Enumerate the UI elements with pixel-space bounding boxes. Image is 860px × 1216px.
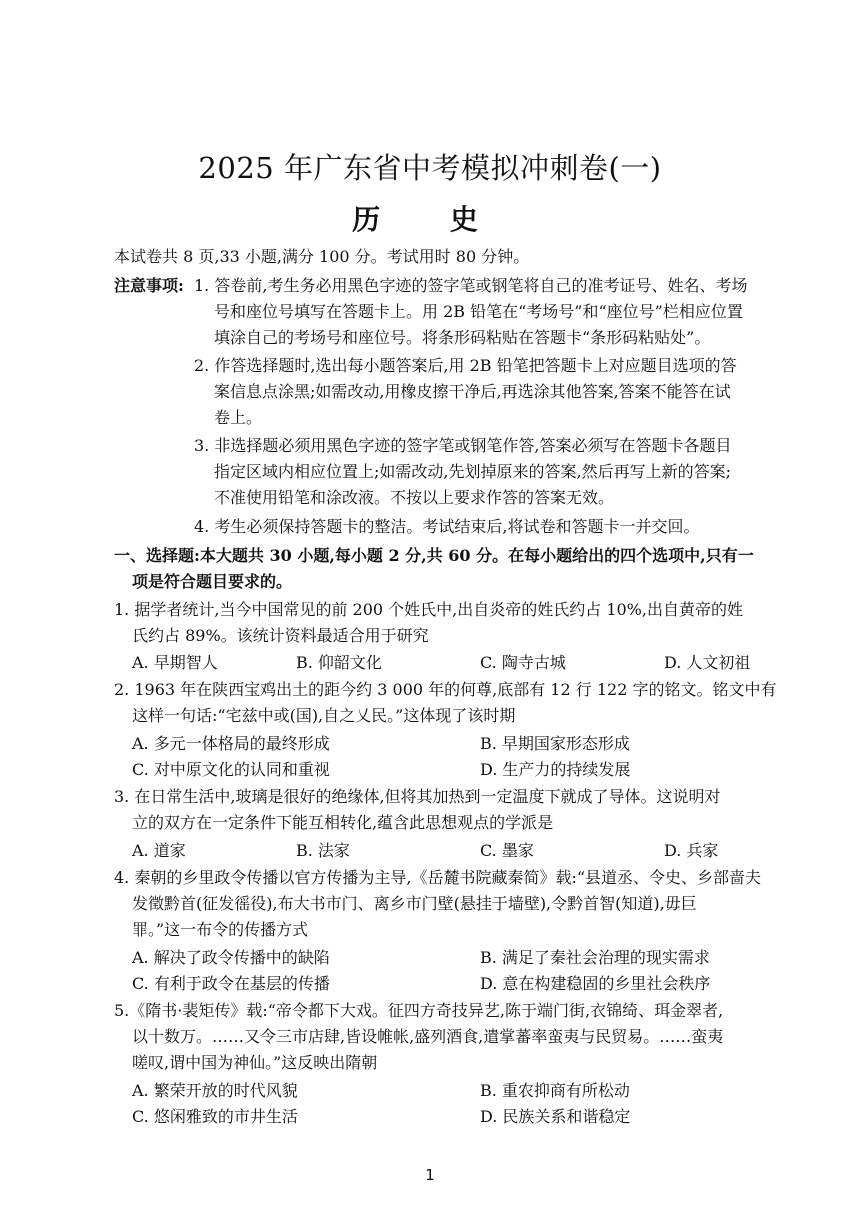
exam-intro: 本试卷共 8 页,33 小题,满分 100 分。考试用时 80 分钟。 [114, 247, 530, 266]
question-5-option-b: B. 重农抑商有所松动 [480, 1081, 630, 1100]
page-number: 1 [425, 1166, 435, 1184]
note-4-line-1: 4. 考生必须保持答题卡的整洁。考试结束后,将试卷和答题卡一并交回。 [194, 517, 700, 536]
question-2-option-c: C. 对中原文化的认同和重视 [132, 760, 330, 779]
page-title: 2025 年广东省中考模拟冲刺卷(一) [198, 151, 662, 185]
question-5-stem-line-1: 5.《隋书·裴矩传》载:“帝令都下大戏。征四方奇技异艺,陈于端门街,衣锦绮、珥金翠者, [114, 1001, 724, 1020]
question-4-stem-line-3: 罪。”这一布令的传播方式 [132, 920, 309, 939]
subject-heading: 历 史 [352, 203, 508, 236]
note-3-line-3: 不准使用铅笔和涂改液。不按以上要求作答的答案无效。 [214, 488, 615, 507]
note-2-line-2: 案信息点涂黑;如需改动,用橡皮擦干净后,再选涂其他答案,答案不能答在试 [214, 382, 731, 401]
question-4-option-a: A. 解决了政令传播中的缺陷 [132, 948, 330, 967]
question-5-stem-line-2: 以十数万。……又令三市店肆,皆设帷帐,盛列酒食,遣掌蕃率蛮夷与民贸易。……蛮夷 [132, 1027, 724, 1046]
question-3-option-c: C. 墨家 [480, 841, 534, 860]
note-1-line-1: 1. 答卷前,考生务必用黑色字迹的签字笔或钢笔将自己的准考证号、姓名、考场 [194, 276, 748, 295]
note-1-line-3: 填涂自己的考场号和座位号。将条形码粘贴在答题卡“条形码粘贴处”。 [214, 328, 711, 347]
question-4-option-c: C. 有利于政令在基层的传播 [132, 974, 330, 993]
question-4-stem-line-1: 4. 秦朝的乡里政令传播以官方传播为主导,《岳麓书院藏秦简》载:“县道丞、令史、乡部啬夫 [114, 868, 762, 887]
question-1-option-b: B. 仰韶文化 [296, 653, 382, 672]
question-3-stem-line-1: 3. 在日常生活中,玻璃是很好的绝缘体,但将其加热到一定温度下就成了导体。这说明对 [114, 787, 721, 806]
question-4-stem-line-2: 发徵黔首(征发徭役),布大书市门、离乡市门壁(悬挂于墙壁),令黔首智(知道),毋巨 [132, 894, 697, 913]
question-2-stem-line-2: 这样一句话:“宅兹中或(国),自之乂民。”这体现了该时期 [132, 706, 516, 725]
question-3-stem-line-2: 立的双方在一定条件下能互相转化,蕴含此思想观点的学派是 [132, 813, 554, 832]
note-3-line-1: 3. 非选择题必须用黑色字迹的签字笔或钢笔作答,答案必须写在答题卡各题目 [194, 436, 732, 455]
question-2-option-b: B. 早期国家形态形成 [480, 734, 630, 753]
notes-label: 注意事项: [114, 276, 184, 295]
section-heading-line-2: 项是符合题目要求的。 [132, 572, 293, 591]
note-2-line-1: 2. 作答选择题时,选出每小题答案后,用 2B 铅笔把答题卡上对应题目选项的答 [194, 356, 737, 375]
question-1-option-a: A. 早期智人 [132, 653, 218, 672]
question-5-option-c: C. 悠闲雅致的市井生活 [132, 1107, 298, 1126]
question-2-stem-line-1: 2. 1963 年在陕西宝鸡出土的距今约 3 000 年的何尊,底部有 12 行 122 字的铭文。铭文中有 [114, 680, 777, 699]
question-2-option-d: D. 生产力的持续发展 [480, 760, 631, 779]
question-1-stem-line-2: 氏约占 89%。该统计资料最适合用于研究 [132, 626, 429, 645]
note-1-line-2: 号和座位号填写在答题卡上。用 2B 铅笔在“考场号”和“座位号”栏相应位置 [214, 302, 743, 321]
question-5-stem-line-3: 嗟叹,谓中国为神仙。”这反映出隋朝 [132, 1053, 378, 1072]
question-3-option-d: D. 兵家 [664, 841, 719, 860]
question-3-option-b: B. 法家 [296, 841, 350, 860]
section-heading-line-1: 一、选择题:本大题共 30 小题,每小题 2 分,共 60 分。在每小题给出的四个选项中,只有一 [114, 546, 754, 565]
question-4-option-b: B. 满足了秦社会治理的现实需求 [480, 948, 710, 967]
note-2-line-3: 卷上。 [214, 408, 263, 427]
question-1-option-d: D. 人文初祖 [664, 653, 751, 672]
question-4-option-d: D. 意在构建稳固的乡里社会秩序 [480, 974, 711, 993]
question-3-option-a: A. 道家 [132, 841, 186, 860]
question-1-option-c: C. 陶寺古城 [480, 653, 566, 672]
question-5-option-a: A. 繁荣开放的时代风貌 [132, 1081, 298, 1100]
question-5-option-d: D. 民族关系和谐稳定 [480, 1107, 631, 1126]
note-3-line-2: 指定区域内相应位置上;如需改动,先划掉原来的答案,然后再写上新的答案; [214, 462, 731, 481]
question-1-stem-line-1: 1. 据学者统计,当今中国常见的前 200 个姓氏中,出自炎帝的姓氏约占 10%,出自黄帝的姓 [114, 600, 743, 619]
question-2-option-a: A. 多元一体格局的最终形成 [132, 734, 330, 753]
